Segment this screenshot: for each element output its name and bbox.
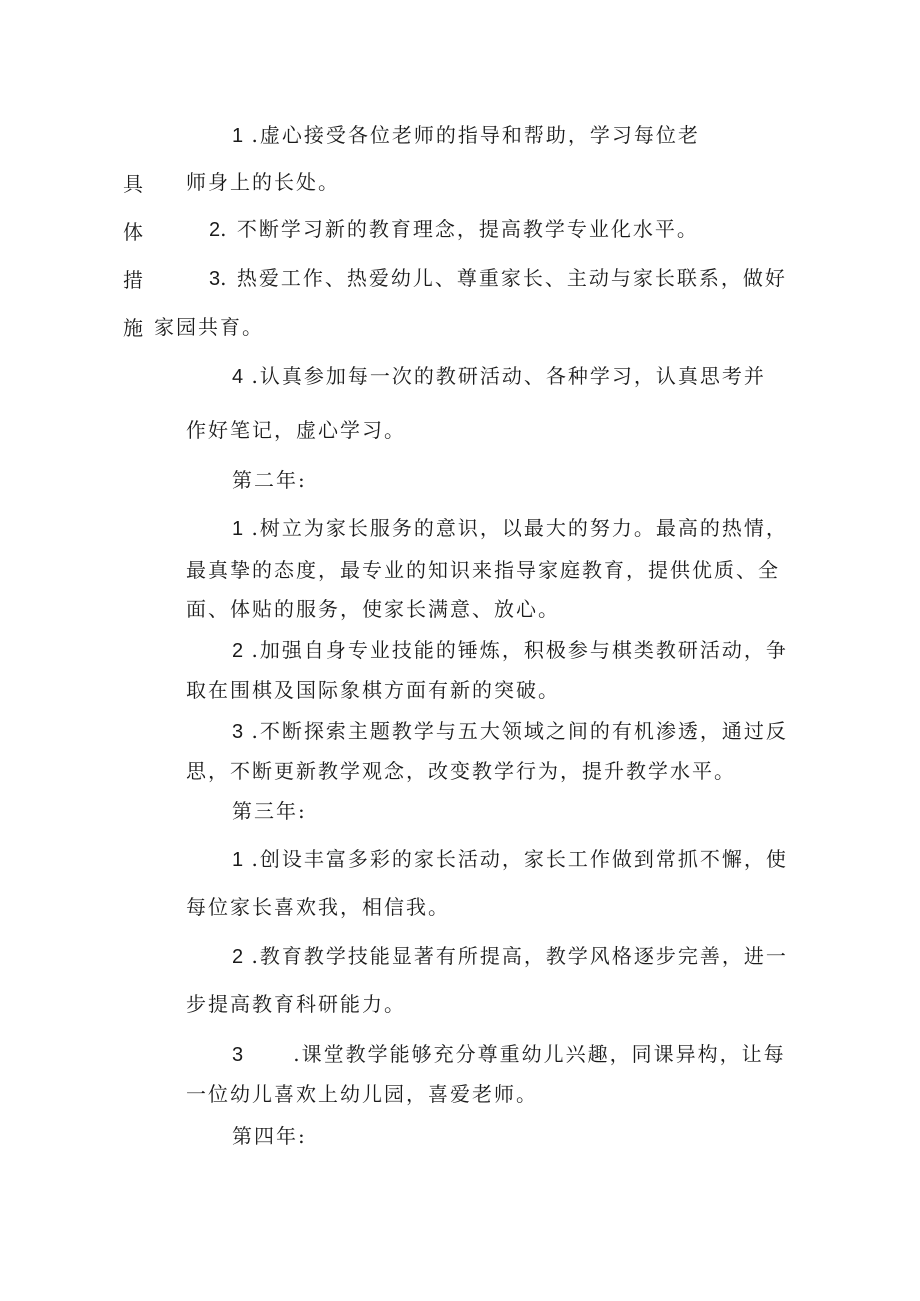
item-text: .虚心接受各位老师的指导和帮助，学习每位老 — [251, 123, 700, 147]
side-label-char: 措 — [123, 268, 143, 292]
year1-item-3 — [209, 264, 787, 293]
year2-item-1-cont: 最真挚的态度，最专业的知识来指导家庭教育，提供优质、全 — [186, 558, 780, 582]
year4-heading: 第四年: — [232, 1124, 307, 1148]
item-number: 3 — [209, 268, 221, 290]
item-text: .课堂教学能够充分尊重幼儿兴趣，同课异构，让每 — [293, 1042, 786, 1066]
year3-item-1 — [232, 845, 788, 874]
year2-heading: 第二年: — [232, 468, 307, 492]
year3-heading: 第三年: — [232, 799, 307, 823]
item-number: 4 — [232, 366, 244, 388]
year1-item-4 — [232, 362, 766, 391]
year2-item-2-cont: 取在围棋及国际象棋方面有新的突破。 — [186, 678, 560, 702]
year2-item-1-cont: 面、体贴的服务，使家长满意、放心。 — [186, 597, 560, 621]
year1-item-1-cont: 师身上的长处。 — [186, 170, 340, 194]
item-number: 1 — [232, 849, 244, 871]
year3-item-1-cont: 每位家长喜欢我，相信我。 — [186, 895, 450, 919]
year3-item-3 — [232, 1040, 786, 1069]
item-text: . 热爱工作、热爱幼儿、尊重家长、主动与家长联系，做好 — [220, 266, 787, 290]
year3-item-2-cont: 步提高教育科研能力。 — [186, 992, 406, 1016]
year1-item-3-cont: 家园共育。 — [154, 315, 264, 339]
year2-item-2 — [232, 636, 788, 665]
item-text: .认真参加每一次的教研活动、各种学习，认真思考并 — [251, 364, 766, 388]
item-number: 2 — [209, 219, 221, 241]
year2-item-3 — [232, 717, 788, 746]
year3-item-2 — [232, 942, 788, 971]
item-text: .不断探索主题教学与五大领域之间的有机渗透，通过反 — [251, 719, 788, 743]
item-number: 3 — [232, 721, 244, 743]
year1-item-2 — [209, 215, 699, 244]
side-label-char: 具 — [123, 172, 143, 196]
item-text: .教育教学技能显著有所提高，教学风格逐步完善，进一 — [251, 944, 788, 968]
item-number: 3 — [232, 1044, 244, 1066]
year2-item-1 — [232, 514, 788, 543]
item-text: .创设丰富多彩的家长活动，家长工作做到常抓不懈，使 — [251, 847, 788, 871]
year3-item-3-cont: 一位幼儿喜欢上幼儿园，喜爱老师。 — [186, 1082, 538, 1106]
item-number: 1 — [232, 125, 244, 147]
item-text: .加强自身专业技能的锤炼，积极参与棋类教研活动，争 — [251, 638, 788, 662]
item-text: .树立为家长服务的意识，以最大的努力。最高的热情， — [251, 516, 788, 540]
year2-item-3-cont: 思，不断更新教学观念，改变教学行为，提升教学水平。 — [186, 759, 736, 783]
item-text: . 不断学习新的教育理念，提高教学专业化水平。 — [220, 217, 699, 241]
side-label-char: 体 — [123, 220, 143, 244]
year1-item-1 — [232, 121, 700, 150]
item-number: 2 — [232, 946, 244, 968]
item-number: 1 — [232, 518, 244, 540]
side-label-char: 施 — [123, 316, 143, 340]
item-number: 2 — [232, 640, 244, 662]
year1-item-4-cont: 作好笔记，虚心学习。 — [186, 418, 406, 442]
